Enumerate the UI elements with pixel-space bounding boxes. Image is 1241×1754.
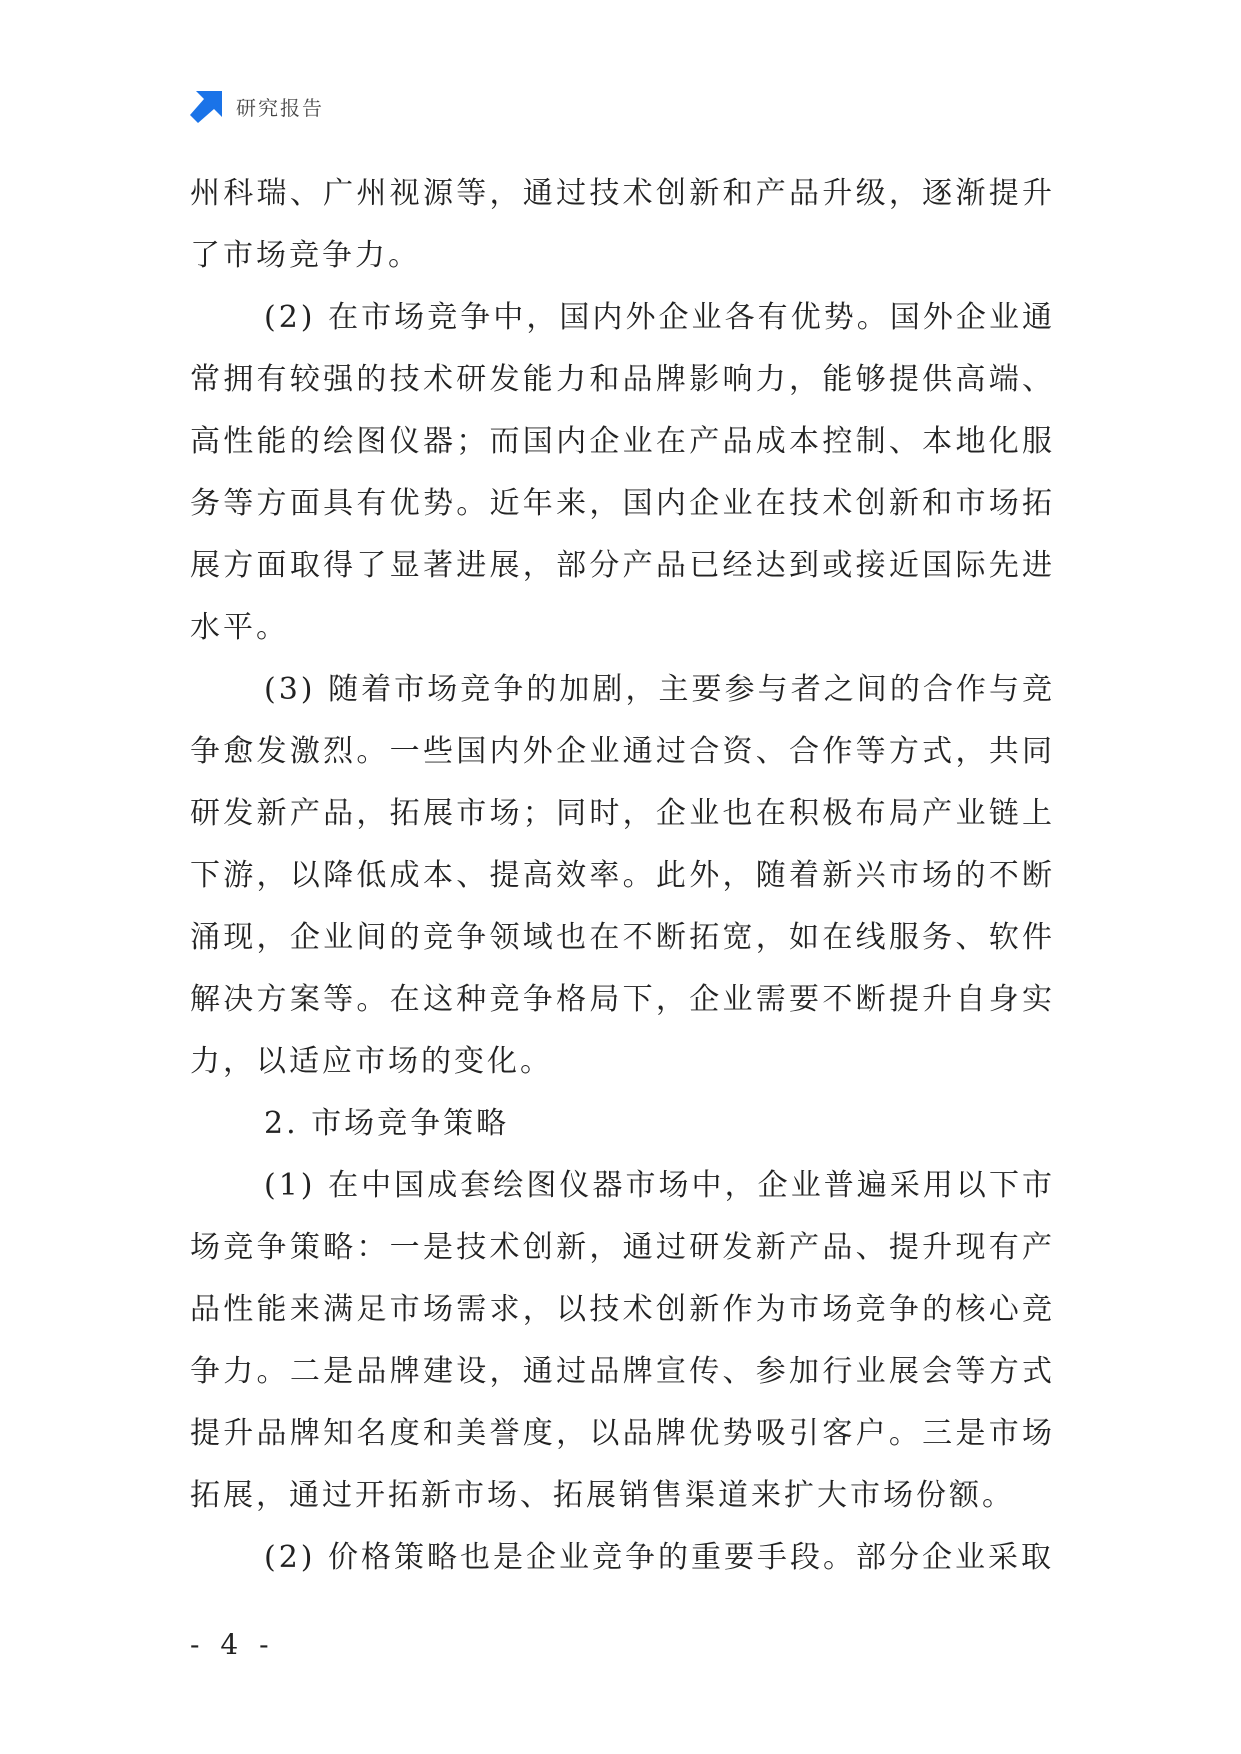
paragraph-competition-cooperation: (3) 随着市场竞争的加剧，主要参与者之间的合作与竞争愈发激烈。一些国内外企业通过合资、合作等方式，共同研发新产品，拓展市场；同时，企业也在积极布局产业链上下游，以降低成本、提高效率。此外，随着新兴市场的不断涌现，企业间的竞争领域也在不断拓宽，如在线服务、软件解决方案等。在这种竞争格局下，企业需要不断提升自身实力，以适应市场的变化。 xyxy=(190,672,1055,1079)
page-header xyxy=(190,88,324,124)
section-heading: 2. 市场竞争策略 xyxy=(264,1106,510,1141)
arrow-up-right-icon xyxy=(190,89,224,123)
page-number: - 4 - xyxy=(190,1628,275,1661)
paragraph-price-strategy: (2) 价格策略也是企业竞争的重要手段。部分企业采取 xyxy=(264,1540,1055,1575)
header-title: 研究报告 xyxy=(236,95,324,120)
document-body xyxy=(190,163,1055,1589)
paragraph-strategies: (1) 在中国成套绘图仪器市场中，企业普遍采用以下市场竞争策略：一是技术创新，通过研发新产品、提升现有产品性能来满足市场需求，以技术创新作为市场竞争的核心竞争力。二是品牌建设，通过品牌宣传、参加行业展会等方式提升品牌知名度和美誉度，以品牌优势吸引客户。三是市场拓展，通过开拓新市场、拓展销售渠道来扩大市场份额。 xyxy=(190,1168,1055,1513)
paragraph-competition-advantages: (2) 在市场竞争中，国内外企业各有优势。国外企业通常拥有较强的技术研发能力和品牌影响力，能够提供高端、高性能的绘图仪器；而国内企业在产品成本控制、本地化服务等方面具有优势。近年来，国内企业在技术创新和市场拓展方面取得了显著进展，部分产品已经达到或接近国际先进水平。 xyxy=(190,300,1055,645)
paragraph-continued: 州科瑞、广州视源等，通过技术创新和产品升级，逐渐提升了市场竞争力。 xyxy=(190,176,1055,273)
